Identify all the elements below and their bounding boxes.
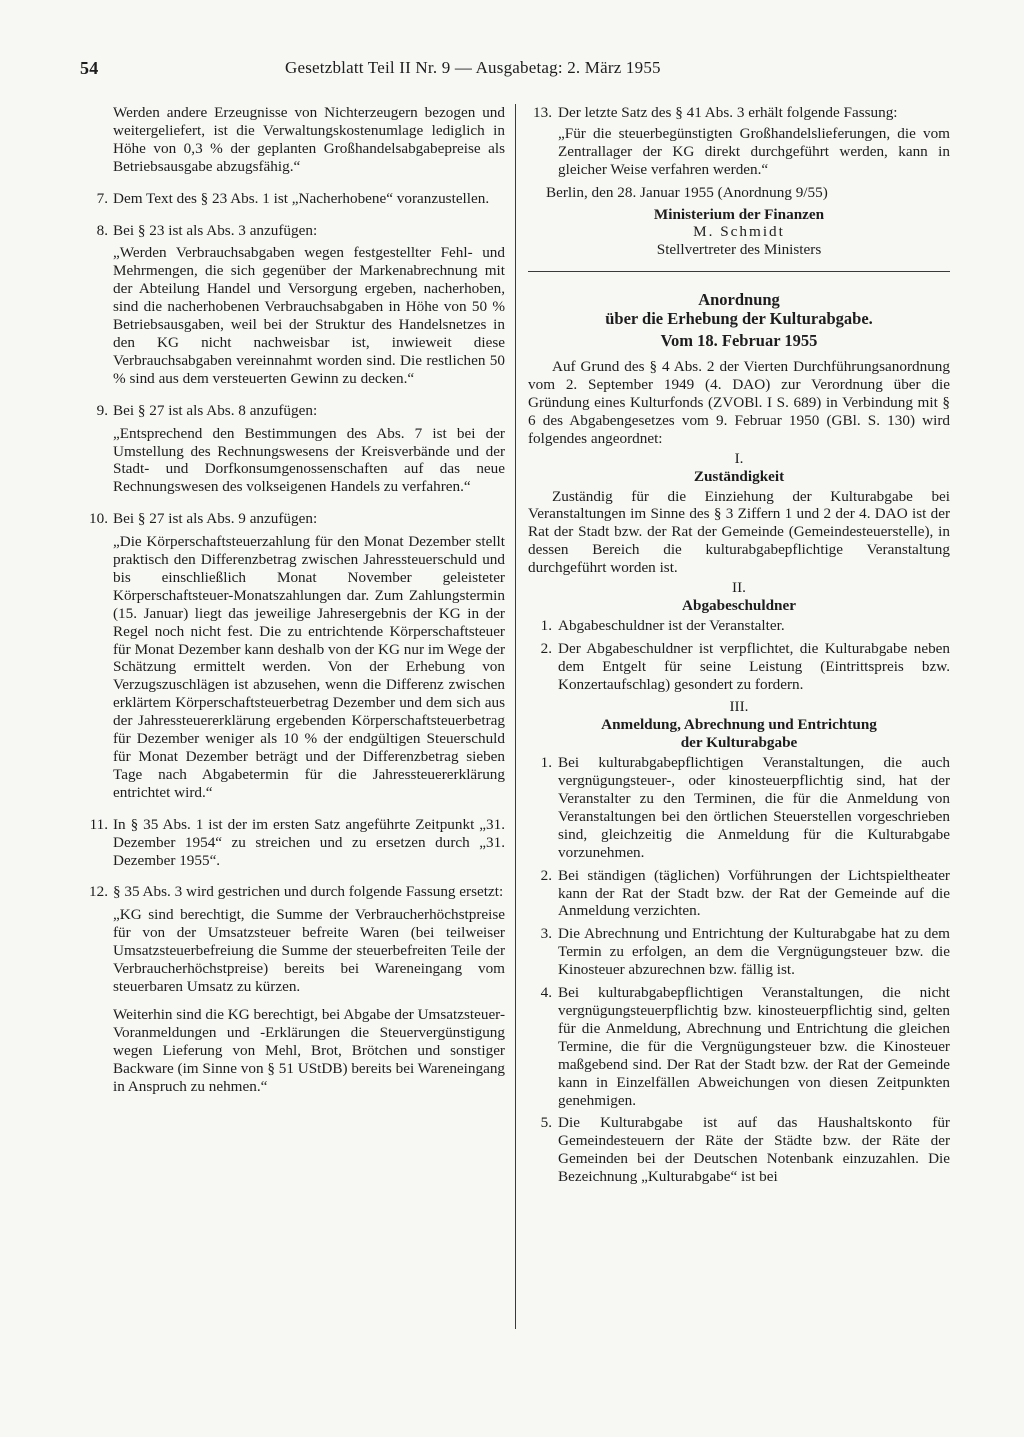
item-text: Bei § 27 ist als Abs. 9 anzufügen: — [113, 510, 318, 528]
item-text: In § 35 Abs. 1 ist der im ersten Satz angeführte Zeitpunkt „31. Dezember 1954“ zu streichen und zu ersetzen durch „31. Dezember 1955“. — [113, 815, 505, 869]
list-item-8 — [80, 222, 505, 388]
item-number: 1. — [540, 616, 552, 634]
section-3-item — [528, 867, 950, 921]
ordinance-title-line-1: Anordnung — [698, 290, 780, 310]
list-item-13 — [528, 104, 950, 179]
ordinance-date: Vom 18. Februar 1955 — [660, 331, 818, 351]
item-text: Der letzte Satz des § 41 Abs. 3 erhält folgende Fassung: — [558, 104, 898, 121]
section-rule — [528, 271, 950, 272]
list-item-12 — [80, 883, 505, 1095]
signatory-name: M. Schmidt — [693, 223, 785, 241]
item-number: 9. — [96, 401, 108, 419]
item-text: Bei § 27 ist als Abs. 8 anzufügen: — [113, 401, 318, 419]
item-number: 3. — [540, 925, 552, 943]
ordinance-title — [528, 290, 950, 328]
item-number: 13. — [533, 104, 552, 121]
item-text: Bei kulturabgabepflichtigen Veranstaltungen, die nicht vergnügungsteuerpflichtig bzw. kinosteuerpflichtig sind, gelten für die Anmeldung, Abrechnung und Entrichtung die gleichen Termine, die für die Vergnügungsteuer bzw. die Kinosteuer maßgebend sind. Der Rat der Stadt bzw. der Rat der Gemeinde kann in Einzelfällen Abweichungen von diesen Zeitpunkten genehmigen. — [558, 984, 950, 1109]
item-number: 7. — [96, 189, 108, 207]
running-title: Gesetzblatt Teil II Nr. 9 — Ausgabetag: 2. März 1955 — [285, 58, 661, 77]
item-number: 5. — [540, 1114, 552, 1132]
section-3-item — [528, 1114, 950, 1186]
item-text: Der Abgabeschuldner ist verpflichtet, die Kulturabgabe neben dem Entgelt für seine Leistung (Eintrittspreis bzw. Konzertaufschlag) gesondert zu fordern. — [558, 639, 950, 693]
item-number: 2. — [540, 639, 552, 657]
section-3-item — [528, 754, 950, 861]
section-title-2: Abgabeschuldner — [682, 596, 796, 614]
item-number: 8. — [96, 221, 108, 239]
section-2-item — [528, 617, 950, 635]
item-number: 4. — [540, 984, 552, 1002]
quoted-text: „Werden Verbrauchsabgaben wegen festgestellter Fehl- und Mehrmengen, die sich gegenüber der Markenabrechnung mit der Abteilung Handel und Versorgung ergeben, nacherhoben, sind die nacherhobenen Verbrauchsabgaben in Höhe von 50 % Betriebsausgaben, weil bei der Struktur des Handelsnetzes in den KG nicht nachweisbar ist, inwieweit diese Verbrauchsabgaben vereinnahmt worden sind. Die restlichen 50 % sind aus dem versteuerten Gewinn zu decken.“ — [113, 244, 505, 387]
quoted-text: „Entsprechend den Bestimmungen des Abs. 7 ist bei der Umstellung des Rechnungswesens der Kreisverbände und der Stadt- und Dorfkonsumgenossenschaften auf das neue Rechnungswesen des volkseigenen Handels zu verfahren.“ — [113, 424, 505, 496]
continued-paragraph: Werden andere Erzeugnisse von Nichterzeugern bezogen und weitergeliefert, ist die Verwaltungskostenumlage lediglich in Höhe von 0,3 % der geplanten Großhandelsabgabepreise als Betriebsausgabe abzugsfähig.“ — [113, 104, 505, 175]
section-title-3-line-1: Anmeldung, Abrechnung und Entrichtung — [601, 716, 877, 734]
section-3-item — [528, 925, 950, 979]
list-item-7 — [80, 190, 505, 208]
item-number: 12. — [89, 883, 108, 901]
ministry-name: Ministerium der Finanzen — [653, 205, 825, 223]
item-text: Abgabeschuldner ist der Veranstalter. — [558, 616, 785, 634]
section-number-1: I. — [734, 449, 744, 467]
item-text: Bei § 23 ist als Abs. 3 anzufügen: — [113, 221, 318, 239]
page-number: 54 — [80, 58, 99, 78]
section-number-2: II. — [732, 579, 746, 597]
signatory-role: Stellvertreter des Ministers — [656, 241, 822, 259]
section-title-3 — [528, 716, 950, 752]
item-number: 11. — [89, 815, 108, 833]
item-text: Dem Text des § 23 Abs. 1 ist „Nacherhobene“ voranzustellen. — [113, 189, 490, 207]
item-number: 2. — [540, 866, 552, 884]
item-text: Die Abrechnung und Entrichtung der Kulturabgabe hat zu dem Termin zu erfolgen, an dem die Vergnügungsteuer bzw. die Kinosteuer abzurechnen bzw. fällig ist. — [558, 925, 950, 979]
section-2-item — [528, 640, 950, 694]
quoted-text: Weiterhin sind die KG berechtigt, bei Abgabe der Umsatzsteuer-Voranmeldungen und -Erklärungen die Steuervergünstigung wegen Lieferung von Mehl, Brot, Brötchen und sonstiger Backware (im Sinne von § 51 UStDB) bereits bei Wareneingang in Anspruch zu nehmen.“ — [113, 1005, 506, 1095]
list-item-9 — [80, 402, 505, 497]
item-text: Bei ständigen (täglichen) Vorführungen der Lichtspieltheater kann der Rat der Stadt bzw. der Rat der Gemeinde auf die Anmeldung verzichten. — [558, 866, 950, 920]
list-item-10 — [80, 510, 505, 802]
list-item-11 — [80, 816, 505, 870]
item-text: Bei kulturabgabepflichtigen Veranstaltungen, die auch vergnügungsteuer-, oder kinosteuerpflichtig sind, hat der Veranstalter zu den Terminen, die für die Anmeldung von Veranstaltungen bei den örtlichen Steuerstellen vorgeschrieben sind, gleichzeitig die Anmeldung für die Kulturabgabe vorzunehmen. — [558, 754, 950, 861]
quoted-text: „Für die steuerbegünstigten Großhandelslieferungen, die vom Zentrallager der KG direkt durchgeführt werden, kann in gleicher Weise verfahren werden.“ — [558, 124, 950, 178]
place-and-date: Berlin, den 28. Januar 1955 (Anordnung 9/55) — [546, 183, 828, 201]
quoted-text: „Die Körperschaftsteuerzahlung für den Monat Dezember stellt praktisch den Differenzbetrag zwischen Jahressteuerschuld und bis einschließlich Monat November geleisteter Körperschaftsteuer-Monatszahlungen dar. Zum Zahlungstermin (15. Januar) liegt das jeweilige Jahresergebnis der KG in der Regel noch nicht fest. Die zu entrichtende Körperschaftsteuer für Monat Dezember kann deshalb von der KG nur im Wege der Schätzung ermittelt werden. Von der Erhebung von Verzugszuschlägen ist abzusehen, wenn die Differenz zwischen erklärtem Körperschaftsteuerbetrag Dezember und dem sich aus der Jahressteuererklärung ergebenden Körperschaftsteuerbetrag für Dezember weniger als 10 % der endgültigen Steuerschuld für Monat Dezember beträgt und der Differenzbetrag sieben Tage nach Abgabetermin für die Jahressteuererklärung entrichtet wird.“ — [113, 533, 505, 801]
section-1-text: Zuständig für die Einziehung der Kulturabgabe bei Veranstaltungen im Sinne des § 3 Ziffern 1 und 2 der 4. DAO ist der Rat der Stadt bzw. der Rat der Gemeinde (Gemeindesteuerstelle), in dessen Bereich die kulturabgabepflichtige Veranstaltung durchgeführt worden ist. — [528, 487, 950, 577]
preamble: Auf Grund des § 4 Abs. 2 der Vierten Durchführungsanordnung vom 2. September 1949 (4. DAO) zur Verordnung über die Gründung eines Kulturfonds (ZVOBl. I S. 689) in Verbindung mit § 6 des Abgabengesetzes vom 9. Februar 1950 (GBl. S. 130) wird folgendes angeordnet: — [528, 358, 950, 447]
item-number: 10. — [89, 510, 108, 528]
item-text: § 35 Abs. 3 wird gestrichen und durch folgende Fassung ersetzt: — [113, 883, 504, 901]
section-3-item — [528, 984, 950, 1109]
section-title-1: Zuständigkeit — [693, 467, 785, 485]
item-number: 1. — [540, 754, 552, 772]
left-column — [80, 104, 505, 1109]
section-number-3: III. — [729, 698, 749, 716]
right-column — [528, 104, 950, 1191]
section-title-3-line-2: der Kulturabgabe — [680, 734, 798, 752]
quoted-text: „KG sind berechtigt, die Summe der Verbraucherhöchstpreise für von der Umsatzsteuer befreite Waren (bei teilweiser Umsatzsteuerbefreiung die Summe der steuerbefreiten Teile der Verbraucherhöchstpreise) bereits bei Wareneingang vom steuerbaren Umsatz zu kürzen. — [113, 906, 505, 995]
column-divider — [515, 104, 516, 1329]
ordinance-title-line-2: über die Erhebung der Kulturabgabe. — [605, 309, 873, 329]
item-text: Die Kulturabgabe ist auf das Haushaltskonto für Gemeindesteuern der Räte der Städte bzw. der Räte der Gemeinden bei der Deutschen Notenbank einzuzahlen. Die Bezeichnung „Kulturabgabe“ ist bei — [558, 1114, 950, 1186]
